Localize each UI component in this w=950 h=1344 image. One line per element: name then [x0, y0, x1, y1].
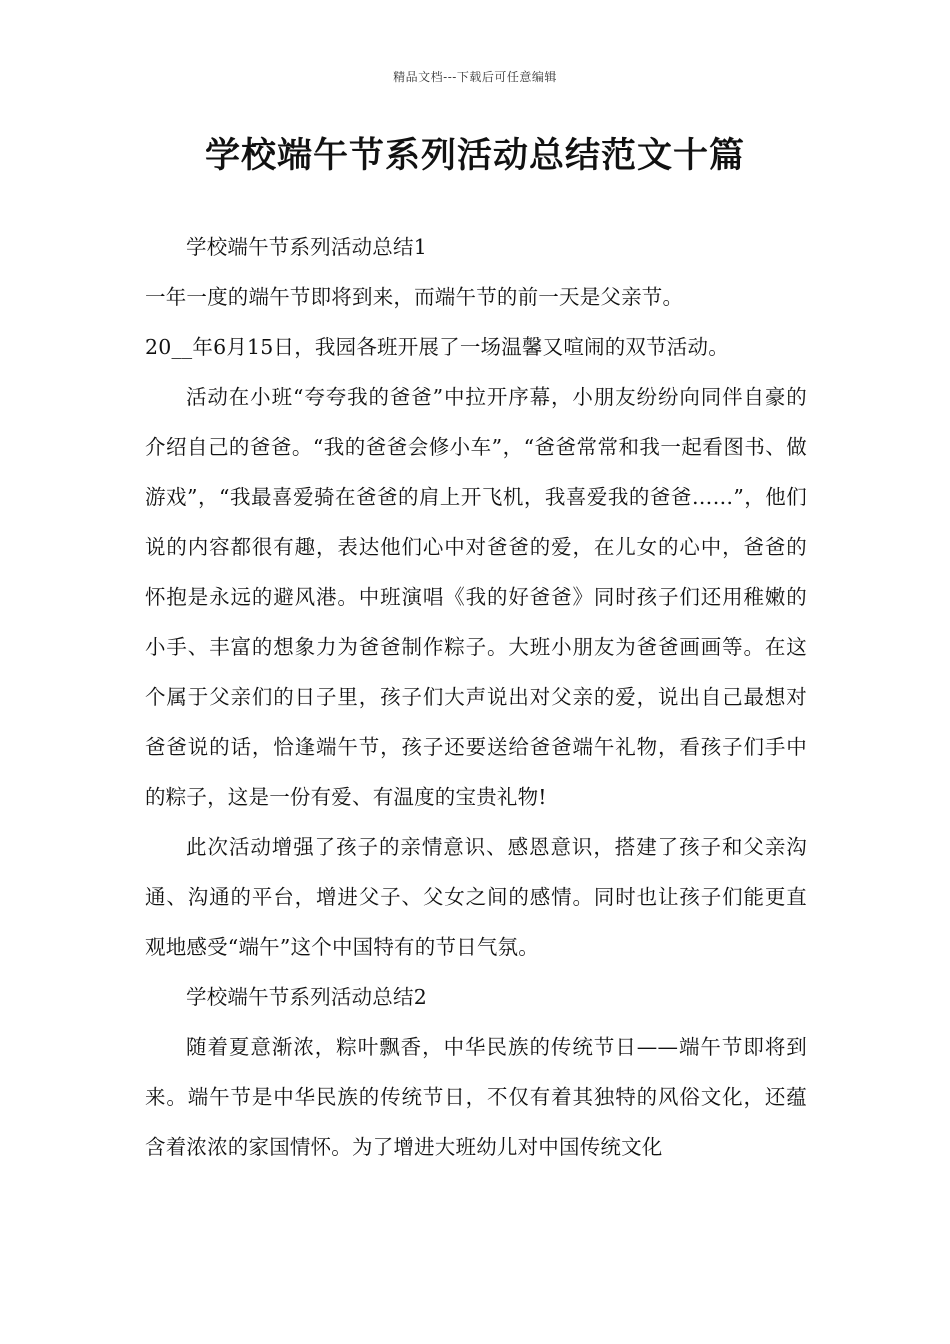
document-title: 学校端午节系列活动总结范文十篇: [204, 135, 745, 176]
paragraph: 随着夏意渐浓，粽叶飘香，中华民族的传统节日——端午节即将到来。端午节是中华民族的传统节日，不仅有着其独特的风俗文化，还蕴含着浓浓的家国情怀。为了增进大班幼儿对中国传统文化: [145, 1035, 807, 1159]
paragraph: 20__年6月15日，我园各班开展了一场温馨又喧闹的双节活动。: [145, 335, 729, 359]
paragraph: 此次活动增强了孩子的亲情意识、感恩意识，搭建了孩子和父亲沟通、沟通的平台，增进父子、父女之间的感情。同时也让孩子们能更直观地感受“端午”这个中国特有的节日气氛。: [145, 835, 807, 959]
header-note: 精品文档---下载后可任意编辑: [393, 70, 557, 84]
paragraph: 一年一度的端午节即将到来，而端午节的前一天是父亲节。: [145, 285, 684, 309]
document-body: [145, 222, 807, 1172]
section-heading-2: 学校端午节系列活动总结2: [186, 985, 427, 1009]
section-heading-1: 学校端午节系列活动总结1: [186, 235, 427, 259]
paragraph: 活动在小班“夸夸我的爸爸”中拉开序幕，小朋友纷纷向同伴自豪的介绍自己的爸爸。“我的爸爸会修小车”，“爸爸常常和我一起看图书、做游戏”，“我最喜爱骑在爸爸的肩上开飞机，我喜爱我的爸爸……”，他们说的内容都很有趣，表达他们心中对爸爸的爱，在儿女的心中，爸爸的怀抱是永远的避风港。中班演唱《我的好爸爸》同时孩子们还用稚嫩的小手、丰富的想象力为爸爸制作粽子。大班小朋友为爸爸画画等。在这个属于父亲们的日子里，孩子们大声说出对父亲的爱，说出自己最想对爸爸说的话，恰逢端午节，孩子还要送给爸爸端午礼物，看孩子们手中的粽子，这是一份有爱、有温度的宝贵礼物!: [145, 385, 807, 809]
